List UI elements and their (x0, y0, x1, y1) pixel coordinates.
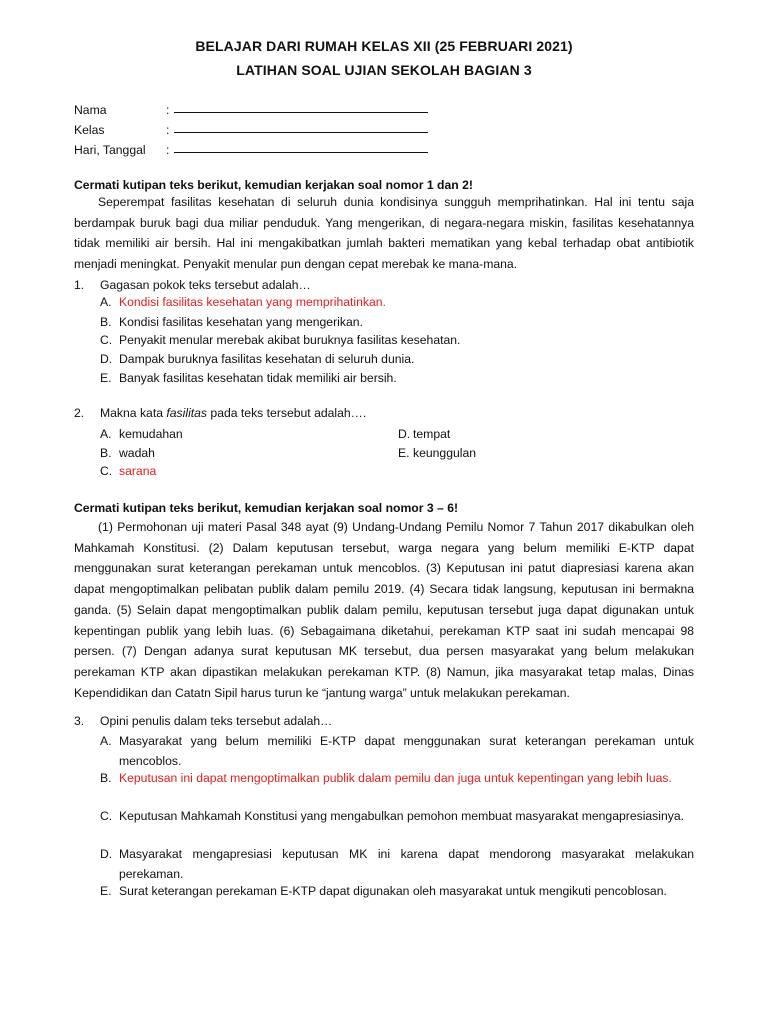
question-number: 2. (74, 406, 85, 420)
class-field[interactable] (74, 119, 428, 137)
option-letter: A. (100, 734, 112, 748)
option-text: sarana (119, 464, 157, 478)
class-blank-line[interactable] (174, 119, 428, 133)
option-letter: E. (100, 884, 112, 898)
section1-instruction: Cermati kutipan teks berikut, kemudian kerjakan soal nomor 1 dan 2! (74, 178, 473, 192)
option-text: Surat keterangan perekaman E-KTP dapat digunakan oleh masyarakat untuk mengikuti pencoblosan. (119, 884, 667, 898)
question-number: 3. (74, 714, 85, 728)
stem-text: Makna kata (100, 406, 167, 420)
question-stem: Gagasan pokok teks tersebut adalah… (100, 278, 311, 292)
option-letter: C. (100, 809, 113, 823)
option-c[interactable] (100, 331, 694, 351)
class-colon: : (166, 123, 170, 137)
option-text: Keputusan Mahkamah Konstitusi yang mengabulkan pemohon membuat masyarakat mengapresiasinya. (119, 809, 685, 823)
name-blank-line[interactable] (174, 99, 428, 113)
page-subtitle: LATIHAN SOAL UJIAN SEKOLAH BAGIAN 3 (236, 62, 532, 78)
date-colon: : (166, 143, 170, 157)
option-text: Keputusan ini dapat mengoptimalkan publik dalam pemilu dan juga untuk kepentingan yang lebih luas. (119, 771, 672, 785)
option-letter: E. (398, 446, 410, 460)
stem-italic-word: fasilitas (166, 406, 208, 420)
option-text: Kondisi fasilitas kesehatan yang memprihatinkan. (119, 295, 386, 309)
option-letter: D. (398, 427, 411, 441)
option-letter: C. (100, 333, 113, 347)
option-text: Kondisi fasilitas kesehatan yang mengerikan. (119, 315, 363, 329)
page-title: BELAJAR DARI RUMAH KELAS XII (25 FEBRUARI 2021) (195, 38, 573, 54)
option-d[interactable] (100, 845, 694, 885)
option-c-correct[interactable] (100, 462, 156, 482)
section2-passage: (1) Permohonan uji materi Pasal 348 ayat (9) Undang-Undang Pemilu Nomor 7 Tahun 2017 dikabulkan oleh Mahkamah Konstitusi. (2) Dalam keputusan tersebut, warga negara yang belum memiliki E-KTP dapat menggunakan surat keterangan perekaman untuk mencoblos. (3) Keputusan ini patut diapresiasi karena akan dapat mengoptimalkan pelibatan publik dalam pemilu 2019. (4) Secara tidak langsung, keputusan ini bermakna ganda. (5) Selain dapat mengoptimalkan publik dalam pemilu, keputusan tersebut juga dapat digunakan untuk kepentingan publik yang lebih luas. (6) Sebagaimana diketahui, perekaman KTP saat ini sudah mencapai 98 persen. (7) Dengan adanya surat keputusan MK tersebut, dua persen masyarakat yang belum melakukan perekaman KTP akan dipastikan melakukan perekaman KTP. (8) Namun, jika masyarakat tetap malas, Dinas Kependidikan dan Catatn Sipil harus turun ke “jantung warga” untuk melakukan perekaman. (74, 520, 694, 700)
option-letter: A. (100, 427, 112, 441)
section2-instruction: Cermati kutipan teks berikut, kemudian kerjakan soal nomor 3 – 6! (74, 501, 459, 515)
option-e[interactable] (100, 369, 694, 389)
option-d[interactable] (100, 350, 694, 370)
section1-passage: Seperempat fasilitas kesehatan di seluruh dunia kondisinya sungguh memprihatinkan. Hal ini tentu saja berdampak buruk bagi dua miliar penduduk. Yang mengerikan, di negara-negara miskin, fasilitas kesehatannya tidak memiliki air bersih. Hal ini mengakibatkan jumlah bakteri mematikan yang kebal terhadap obat antibiotik menjadi meningkat. Penyakit menular pun dengan cepat merebak ke mana-mana. (74, 195, 694, 272)
option-a[interactable] (100, 425, 183, 445)
stem-text: pada teks tersebut adalah…. (207, 406, 367, 420)
date-blank-line[interactable] (174, 139, 428, 153)
option-letter: E. (100, 371, 112, 385)
option-letter: B. (100, 315, 112, 329)
option-b-correct[interactable] (100, 769, 694, 789)
option-text: Dampak buruknya fasilitas kesehatan di seluruh dunia. (119, 352, 415, 366)
option-e[interactable] (100, 882, 694, 902)
date-label: Hari, Tanggal (74, 143, 146, 157)
option-letter: B. (100, 771, 112, 785)
option-text: Masyarakat yang belum memiliki E-KTP dapat menggunakan surat keterangan perekaman untuk mencoblos. (119, 734, 694, 768)
question-stem: Opini penulis dalam teks tersebut adalah… (100, 714, 333, 728)
class-label: Kelas (74, 123, 105, 137)
option-letter: D. (100, 847, 113, 861)
option-letter: A. (100, 295, 112, 309)
option-c[interactable] (100, 807, 694, 827)
option-a-correct[interactable] (100, 293, 694, 313)
option-text: wadah (119, 446, 155, 460)
option-d[interactable] (398, 425, 450, 445)
option-text: Penyakit menular merebak akibat buruknya fasilitas kesehatan. (119, 333, 461, 347)
name-label: Nama (74, 103, 107, 117)
option-letter: B. (100, 446, 112, 460)
option-e[interactable] (398, 444, 476, 464)
question-stem (100, 406, 366, 420)
option-letter: D. (100, 352, 113, 366)
option-text: kemudahan (119, 427, 183, 441)
option-text: Masyarakat mengapresiasi keputusan MK ini karena dapat mendorong masyarakat melakukan perekaman. (119, 847, 694, 881)
option-text: Banyak fasilitas kesehatan tidak memiliki air bersih. (119, 371, 397, 385)
name-field[interactable] (74, 99, 428, 117)
date-field[interactable] (74, 139, 428, 157)
option-a[interactable] (100, 732, 694, 772)
option-text: tempat (413, 427, 451, 441)
option-text: keunggulan (413, 446, 477, 460)
name-colon: : (166, 103, 170, 117)
option-letter: C. (100, 464, 113, 478)
question-number: 1. (74, 278, 85, 292)
option-b[interactable] (100, 313, 694, 333)
option-b[interactable] (100, 444, 155, 464)
